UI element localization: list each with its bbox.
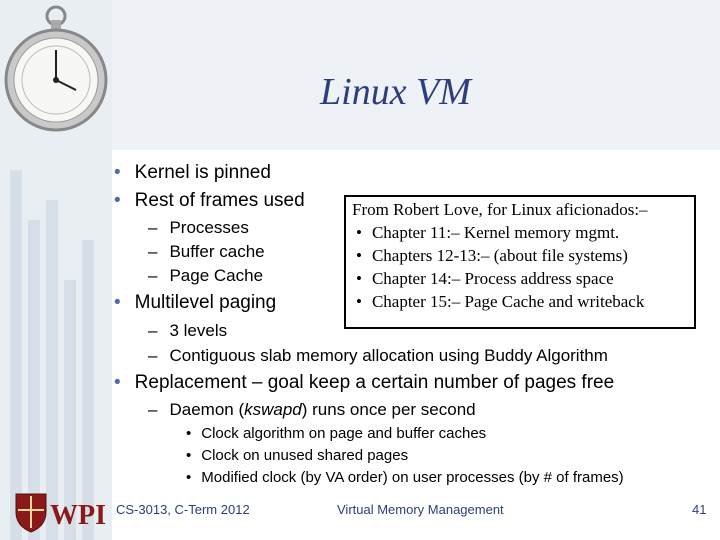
dash-glyph: – (148, 266, 158, 285)
decor-bar (46, 200, 58, 540)
bullet-glyph: • (186, 447, 192, 464)
sub-sub-item-modified-clock (186, 469, 624, 486)
sub-item-text: Processes (169, 218, 249, 237)
sub-sub-item-clock-caches (186, 425, 486, 442)
sub-sub-item-clock-shared (186, 447, 408, 464)
bullet-glyph: • (356, 269, 362, 288)
sub-item-daemon (148, 400, 476, 420)
svg-text:WPI: WPI (50, 500, 106, 531)
bullet-glyph: • (114, 162, 121, 183)
sub-item-slab-allocation (148, 346, 608, 366)
bullet-glyph: • (114, 292, 121, 313)
decor-bar (10, 170, 22, 540)
callout-item-text: Chapter 11:– Kernel memory mgmt. (371, 223, 620, 242)
wpi-logo (12, 490, 112, 534)
dash-glyph: – (148, 242, 158, 261)
sub-item-3-levels (148, 321, 227, 341)
callout-item (356, 292, 688, 312)
callout-item-text: Chapter 14:– Process address space (371, 269, 614, 288)
bullet-glyph: • (356, 292, 362, 311)
bullet-glyph: • (114, 372, 121, 393)
bullet-rest-of-frames (114, 190, 305, 212)
bullet-glyph: • (186, 425, 192, 442)
bullet-glyph: • (186, 469, 192, 486)
decor-bars (0, 150, 112, 540)
sub-item-page-cache (148, 266, 263, 286)
bullet-text: Replacement – goal keep a certain number of pages free (134, 372, 615, 393)
sub-item-processes (148, 218, 249, 238)
footer-course: CS-3013, C-Term 2012 (116, 502, 250, 517)
sub-item-text: 3 levels (169, 321, 228, 340)
sub-sub-item-text: Modified clock (by VA order) on user processes (by # of frames) (201, 469, 624, 486)
pocket-watch-image (2, 2, 110, 134)
daemon-name: kswapd (244, 400, 302, 419)
dash-glyph: – (148, 321, 158, 340)
sub-sub-item-text: Clock algorithm on page and buffer caches (201, 425, 487, 442)
bullet-text: Rest of frames used (134, 190, 305, 211)
bullet-replacement (114, 372, 614, 394)
bullet-kernel-pinned (114, 162, 271, 184)
slide-title: Linux VM (320, 71, 471, 113)
daemon-prefix: Daemon ( (169, 400, 245, 419)
sub-item-buffer-cache (148, 242, 265, 262)
bullet-multilevel-paging (114, 292, 276, 314)
sub-item-text: Buffer cache (169, 242, 265, 261)
daemon-suffix: ) runs once per second (301, 400, 476, 419)
bullet-glyph: • (356, 223, 362, 242)
robert-love-callout (344, 195, 696, 329)
callout-item-text: Chapter 15:– Page Cache and writeback (371, 292, 645, 311)
dash-glyph: – (148, 346, 158, 365)
dash-glyph: – (148, 218, 158, 237)
callout-item (356, 269, 688, 289)
bullet-glyph: • (356, 246, 362, 265)
sub-item-text: Page Cache (169, 266, 264, 285)
bullet-text: Kernel is pinned (134, 162, 271, 183)
sub-item-text: Contiguous slab memory allocation using Buddy Algorithm (169, 346, 608, 365)
bullet-text: Multilevel paging (134, 292, 277, 313)
callout-list (352, 223, 688, 312)
callout-item-text: Chapters 12-13:– (about file systems) (371, 246, 628, 265)
footer-topic: Virtual Memory Management (337, 502, 504, 517)
sub-sub-item-text: Clock on unused shared pages (201, 447, 409, 464)
dash-glyph: – (148, 400, 158, 419)
footer-page-number: 41 (692, 502, 707, 517)
callout-item (356, 246, 688, 266)
callout-item (356, 223, 688, 243)
bullet-glyph: • (114, 190, 121, 211)
callout-heading: From Robert Love, for Linux aficionados:– (352, 200, 648, 219)
